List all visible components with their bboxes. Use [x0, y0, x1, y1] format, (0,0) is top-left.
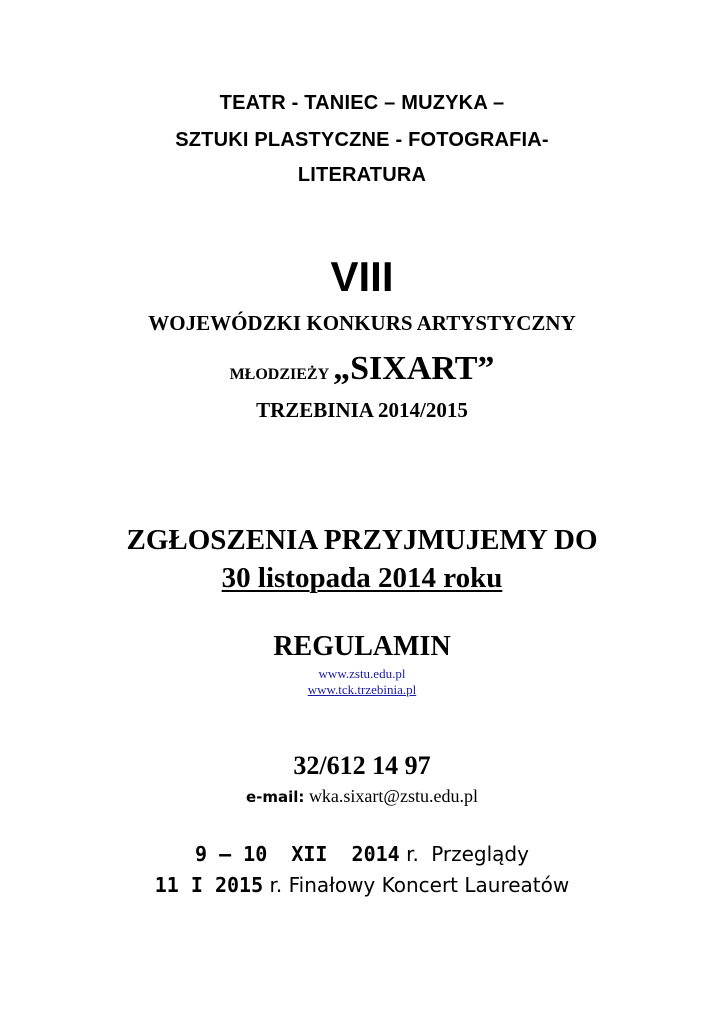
final-date: 11 I 2015	[154, 873, 264, 897]
final-suffix: r.	[269, 873, 283, 897]
review-dates: 9 – 10 XII 2014	[195, 842, 400, 866]
email-row	[0, 786, 724, 807]
final-concert-row	[0, 873, 724, 897]
header-line-2: SZTUKI PLASTYCZNE - FOTOGRAFIA-	[175, 129, 549, 151]
location-year: TRZEBINIA 2014/2015	[256, 398, 468, 422]
email-address[interactable]: wka.sixart@zstu.edu.pl	[308, 786, 478, 806]
deadline-date: 30 listopada 2014 roku	[221, 562, 503, 594]
email-label: e-mail:	[246, 788, 305, 806]
youth-label: MŁODZIEŻY	[229, 366, 330, 383]
contest-name-row	[0, 350, 724, 388]
review-suffix: r.	[406, 842, 419, 866]
contest-line: WOJEWÓDZKI KONKURS ARTYSTYCZNY	[148, 311, 576, 335]
review-label: Przeglądy	[431, 842, 529, 866]
link-row-2	[0, 682, 724, 698]
website-link-tck[interactable]: www.tck.trzebinia.pl	[307, 682, 417, 697]
phone-number: 32/612 14 97	[293, 751, 431, 780]
header-line-1: TEATR - TANIEC – MUZYKA –	[219, 92, 505, 114]
header-line-3: LITERATURA	[297, 164, 427, 186]
deadline-heading: ZGŁOSZENIA PRZYJMUJEMY DO	[126, 524, 598, 556]
regulations-heading: REGULAMIN	[273, 631, 451, 662]
final-label: Finałowy Koncert Laureatów	[288, 873, 570, 897]
contest-name: „SIXART”	[333, 350, 495, 387]
edition-number: VIII	[330, 253, 394, 300]
website-link-zstu[interactable]: www.zstu.edu.pl	[318, 666, 406, 681]
review-dates-row	[0, 842, 724, 866]
link-row-1	[0, 666, 724, 682]
deadline-date-row	[0, 562, 724, 595]
